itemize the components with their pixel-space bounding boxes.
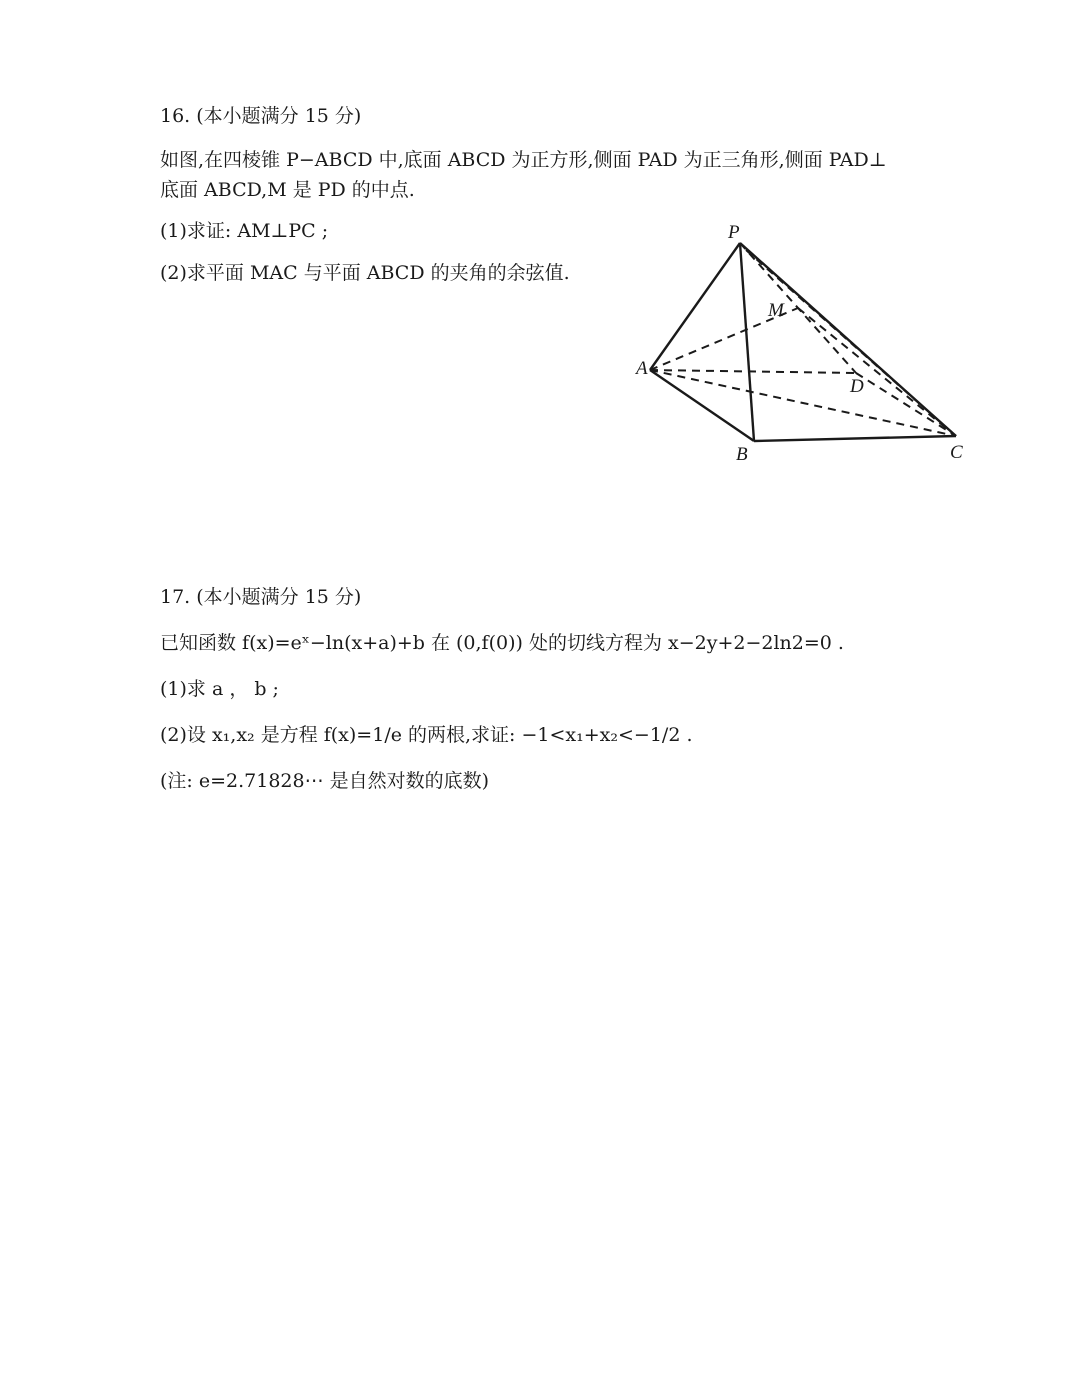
edge-dc [856, 373, 956, 436]
problem-16-statement-line-2: 底面 ABCD,M 是 PD 的中点. [160, 179, 415, 201]
vertex-label-a: A [636, 358, 648, 379]
vertex-label-d: D [850, 376, 864, 397]
vertex-label-c: C [950, 442, 963, 463]
edge-pb [740, 243, 754, 441]
edge-ad [650, 370, 856, 373]
vertex-label-b: B [736, 444, 748, 465]
pyramid-diagram [630, 218, 980, 468]
vertex-label-m: M [768, 300, 784, 321]
problem-16-part-2: (2)求平面 MAC 与平面 ABCD 的夹角的余弦值. [160, 262, 570, 284]
edge-bc [754, 436, 956, 441]
problem-17-statement: 已知函数 f(x)=eˣ−ln(x+a)+b 在 (0,f(0)) 处的切线方程为 x−2y+2−2ln2=0 . [160, 632, 844, 654]
edge-pc [740, 243, 956, 436]
problem-17-part-2: (2)设 x₁,x₂ 是方程 f(x)=1/e 的两根,求证: −1<x₁+x₂<−1/2 . [160, 724, 693, 746]
problem-16-heading: 16. (本小题满分 15 分) [160, 105, 362, 127]
segment-p-c-back [746, 250, 956, 436]
edge-ab [650, 370, 754, 441]
problem-16-statement-line-1: 如图,在四棱锥 P−ABCD 中,底面 ABCD 为正方形,侧面 PAD 为正三角形,侧面 PAD⊥ [160, 149, 887, 171]
vertex-label-p: P [728, 222, 740, 243]
problem-17-part-1: (1)求 a ， b ; [160, 678, 279, 700]
problem-16-part-1: (1)求证: AM⊥PC ; [160, 220, 329, 242]
pyramid-figure [630, 218, 980, 468]
problem-17-note: (注: e=2.71828⋯ 是自然对数的底数) [160, 770, 490, 792]
problem-17-heading: 17. (本小题满分 15 分) [160, 586, 362, 608]
segment-ac [650, 370, 956, 436]
